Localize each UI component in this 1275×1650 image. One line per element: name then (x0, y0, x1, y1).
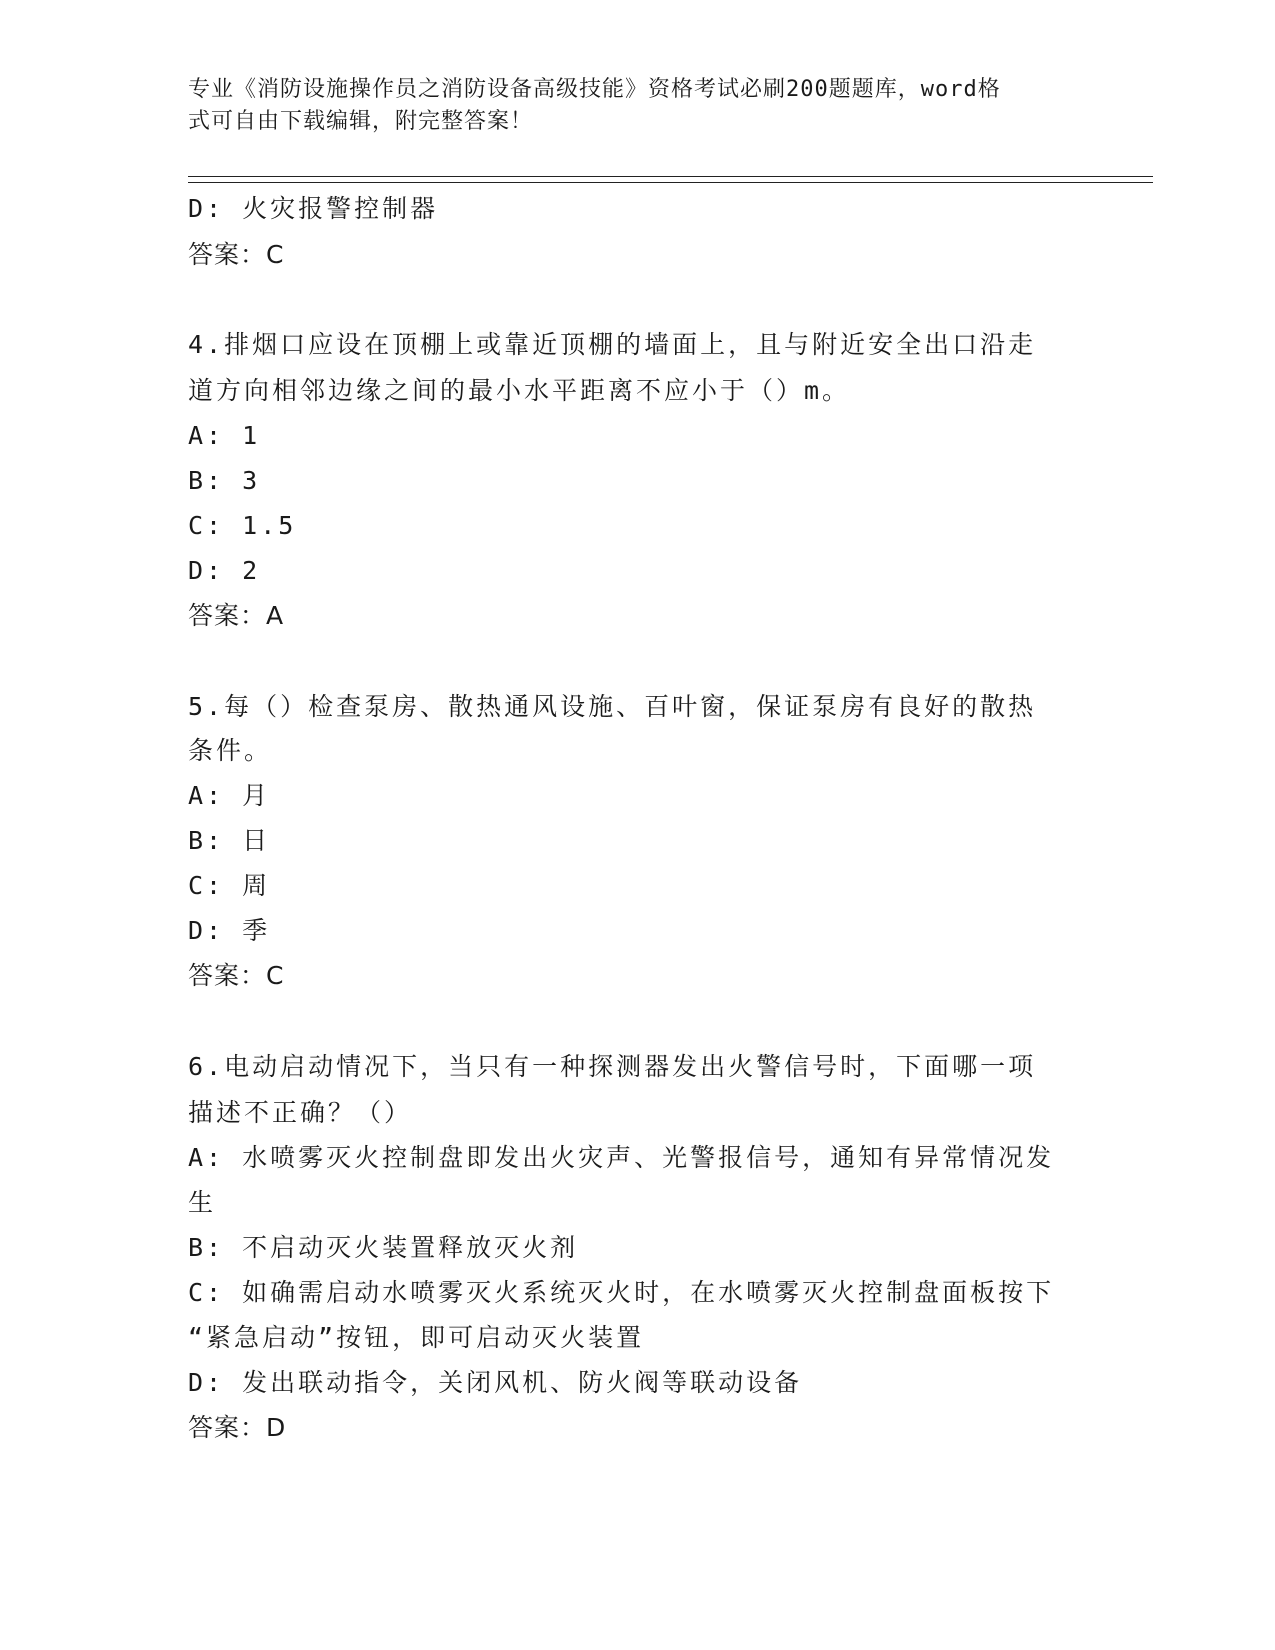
q5-option-d: D: 季 (188, 916, 271, 945)
q5-option-c: C: 周 (188, 871, 271, 900)
q5-stem-line-2: 条件。 (188, 736, 273, 765)
header-divider-bottom (188, 182, 1153, 183)
prev-option-d: D: 火灾报警控制器 (188, 194, 439, 223)
q6-answer: 答案：D (188, 1413, 287, 1442)
prev-answer: 答案：C (188, 240, 285, 269)
q6-option-d: D: 发出联动指令，关闭风机、防火阀等联动设备 (188, 1368, 803, 1397)
q4-answer: 答案：A (188, 601, 285, 630)
q5-option-b: B: 日 (188, 826, 271, 855)
q5-option-a: A: 月 (188, 781, 271, 810)
q4-option-c: C: 1.5 (188, 511, 297, 540)
q6-option-a-line-1: A: 水喷雾灭火控制盘即发出火灾声、光警报信号，通知有异常情况发 (188, 1143, 1055, 1172)
q4-option-b: B: 3 (188, 466, 261, 495)
q4-option-d: D: 2 (188, 556, 261, 585)
header-line-1: 专业《消防设施操作员之消防设备高级技能》资格考试必刷200题题库，word格 (188, 77, 1001, 102)
q6-option-b: B: 不启动灭火装置释放灭火剂 (188, 1233, 579, 1262)
header-divider-top (188, 176, 1153, 177)
header-line-2: 式可自由下载编辑，附完整答案！ (188, 109, 534, 134)
q6-option-c-line-2: “紧急启动”按钮，即可启动灭火装置 (188, 1323, 645, 1352)
q4-option-a: A: 1 (188, 421, 261, 450)
q5-answer: 答案：C (188, 961, 285, 990)
q6-option-a-line-2: 生 (188, 1188, 217, 1217)
q5-stem-line-1: 5.每（）检查泵房、散热通风设施、百叶窗，保证泵房有良好的散热 (188, 692, 1037, 721)
q4-stem-line-2: 道方向相邻边缘之间的最小水平距离不应小于（）m。 (188, 376, 851, 405)
q4-stem-line-1: 4.排烟口应设在顶棚上或靠近顶棚的墙面上，且与附近安全出口沿走 (188, 330, 1037, 359)
q6-option-c-line-1: C: 如确需启动水喷雾灭火系统灭火时，在水喷雾灭火控制盘面板按下 (188, 1278, 1055, 1307)
q6-stem-line-2: 描述不正确？（） (188, 1098, 413, 1127)
document-header (188, 74, 1068, 138)
q6-stem-line-1: 6.电动启动情况下，当只有一种探测器发出火警信号时，下面哪一项 (188, 1052, 1037, 1081)
